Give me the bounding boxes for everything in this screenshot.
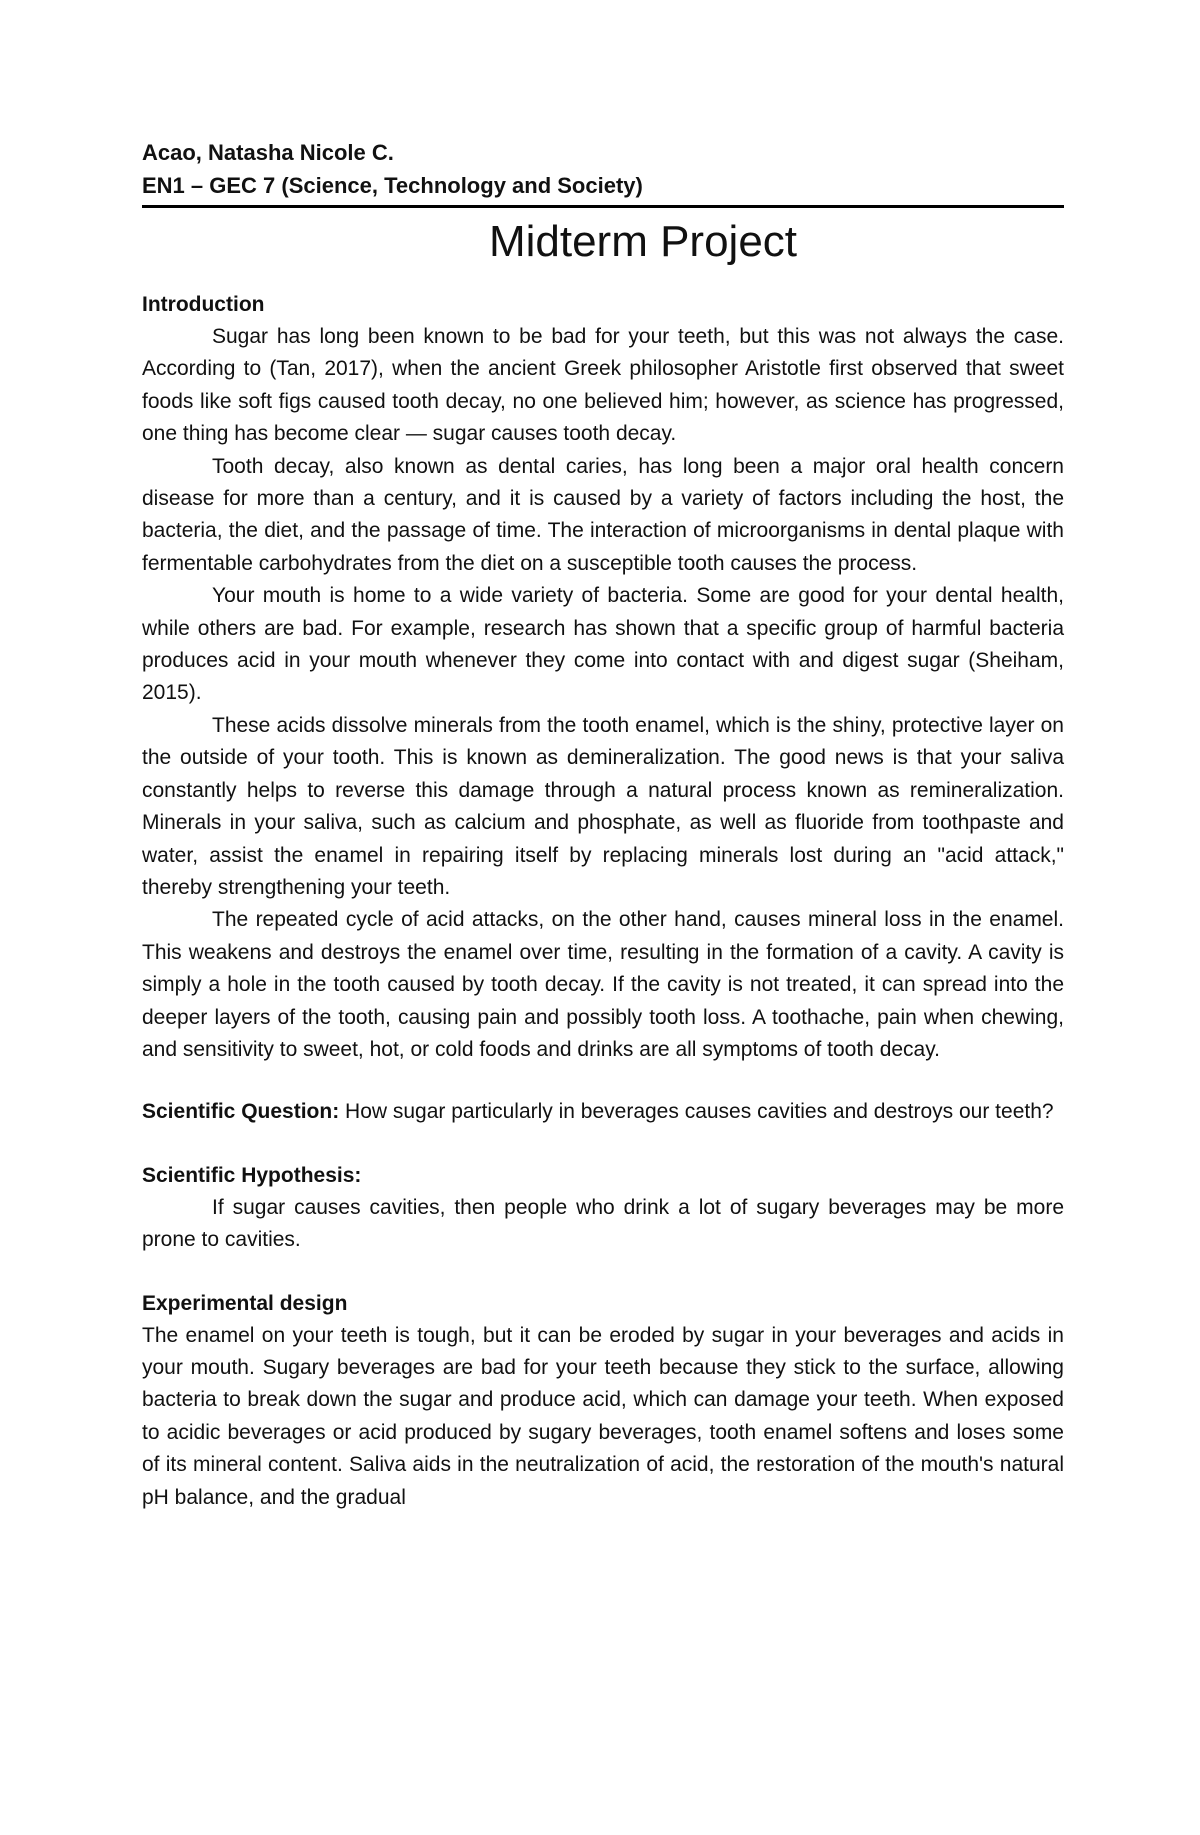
experimental-design-heading: Experimental design (142, 1291, 348, 1315)
scientific-hypothesis-section (142, 1159, 1064, 1257)
course-title: EN1 – GEC 7 (Science, Technology and Society) (142, 169, 1064, 208)
author-name: Acao, Natasha Nicole C. (142, 140, 394, 165)
introduction-paragraph-3: Your mouth is home to a wide variety of bacteria. Some are good for your dental health, while others are bad. For example, research has shown that a specific group of harmful bacteria produces acid in your mouth whenever they come into contact with and digest sugar (Sheiham, 2015). (142, 584, 1064, 705)
experimental-design-text: The enamel on your teeth is tough, but it can be eroded by sugar in your beverages and acids in your mouth. Sugary beverages are bad for your teeth because they stick to the surface, allowing bacteria to break down the sugar and produce acid, which can damage your teeth. When exposed to acidic beverages or acid produced by sugary beverages, tooth enamel softens and loses some of its mineral content. Saliva aids in the neutralization of acid, the restoration of the mouth's natural pH balance, and the gradual (142, 1323, 1064, 1509)
introduction-paragraph-4: These acids dissolve minerals from the tooth enamel, which is the shiny, protective layer on the outside of your tooth. This is known as demineralization. The good news is that your saliva constantly helps to reverse this damage through a natural process known as remineralization. Minerals in your saliva, such as calcium and phosphate, as well as fluoride from toothpaste and water, assist the enamel in repairing itself by replacing minerals lost during an "acid attack," thereby strengthening your teeth. (142, 713, 1064, 899)
document-title: Midterm Project (488, 217, 798, 266)
scientific-question-text: How sugar particularly in beverages causes cavities and destroys our teeth? (339, 1100, 1054, 1124)
experimental-design-section (142, 1287, 1064, 1514)
introduction-paragraph-2: Tooth decay, also known as dental caries, has long been a major oral health concern disease for more than a century, and it is caused by a variety of factors including the host, the bacteria, the diet, and the passage of time. The interaction of microorganisms in dental plaque with fermentable carbohydrates from the diet on a susceptible tooth causes the process. (142, 454, 1064, 575)
introduction-heading: Introduction (142, 293, 265, 316)
scientific-question-label: Scientific Question: (142, 1100, 340, 1124)
introduction-paragraph-5: The repeated cycle of acid attacks, on the other hand, causes mineral loss in the enamel. This weakens and destroys the enamel over time, resulting in the formation of a cavity. A cavity is simply a hole in the tooth caused by tooth decay. If the cavity is not treated, it can spread into the deeper layers of the tooth, causing pain and possibly tooth loss. A toothache, pain when chewing, and sensitivity to sweet, hot, or cold foods and drinks are all symptoms of tooth decay. (142, 908, 1064, 1061)
document-page (142, 136, 1064, 1514)
introduction-section (142, 288, 1064, 1066)
scientific-hypothesis-heading: Scientific Hypothesis: (142, 1163, 362, 1187)
scientific-hypothesis-text: If sugar causes cavities, then people who drink a lot of sugary beverages may be more prone to cavities. (142, 1195, 1064, 1252)
scientific-question (142, 1096, 1064, 1128)
scientific-question-section (142, 1096, 1064, 1128)
introduction-paragraph-1: Sugar has long been known to be bad for your teeth, but this was not always the case. According to (Tan, 2017), when the ancient Greek philosopher Aristotle first observed that sweet foods like soft figs caused tooth decay, no one believed him; however, as science has progressed, one thing has become clear — sugar causes tooth decay. (142, 325, 1064, 446)
